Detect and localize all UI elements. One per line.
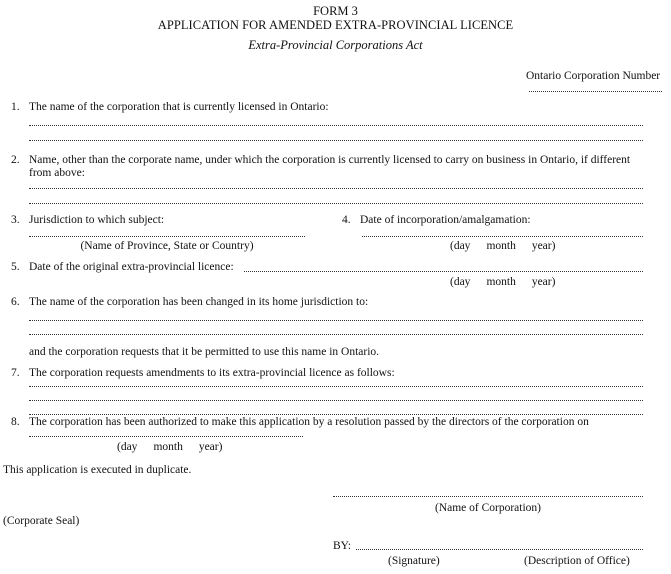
caption-month: month — [153, 441, 183, 453]
corporate-seal-label: (Corporate Seal) — [3, 515, 80, 527]
caption-year: year) — [531, 240, 556, 252]
item-1-number: 1. — [11, 101, 20, 113]
resolution-date-field[interactable] — [29, 436, 303, 437]
item-6-text: The name of the corporation has been changed in its home jurisdiction to: — [29, 296, 369, 308]
caption-year: year) — [531, 276, 556, 288]
item-2-line-1[interactable] — [29, 188, 643, 189]
jurisdiction-field[interactable] — [29, 236, 305, 237]
corp-number-label: Ontario Corporation Number — [526, 70, 661, 82]
signature-field[interactable] — [356, 549, 643, 550]
incorporation-date-caption — [450, 240, 555, 253]
item-5-number: 5. — [11, 261, 20, 273]
item-1-text: The name of the corporation that is currently licensed in Ontario: — [29, 101, 329, 113]
item-7-line-1[interactable] — [29, 386, 643, 387]
caption-day: (day — [450, 276, 471, 288]
signature-caption: (Signature) — [388, 555, 440, 567]
caption-month: month — [486, 276, 516, 288]
form-subtitle: Extra-Provincial Corporations Act — [248, 38, 423, 52]
by-label: BY: — [333, 540, 352, 552]
item-8-text: The corporation has been authorized to make this application by a resolution passed by the directors of the corporation on — [29, 416, 589, 428]
corp-number-field[interactable] — [529, 91, 662, 92]
item-1-line-2[interactable] — [29, 140, 643, 141]
item-5-text: Date of the original extra-provincial licence: — [29, 261, 234, 273]
form-number: FORM 3 — [313, 4, 358, 18]
item-7-line-2[interactable] — [29, 400, 643, 401]
item-7-number: 7. — [11, 367, 20, 379]
item-7-text: The corporation requests amendments to its extra-provincial licence as follows: — [29, 367, 395, 379]
item-2-number: 2. — [11, 154, 20, 166]
form-title: APPLICATION FOR AMENDED EXTRA-PROVINCIAL LICENCE — [157, 18, 514, 32]
item-2-line-2[interactable] — [29, 203, 643, 204]
item-2-text-cont: from above: — [29, 167, 85, 179]
item-3-text: Jurisdiction to which subject: — [29, 214, 165, 226]
item-4-number: 4. — [342, 214, 351, 226]
original-licence-date-field[interactable] — [244, 271, 643, 272]
original-licence-date-caption — [450, 276, 555, 289]
item-6-followup: and the corporation requests that it be permitted to use this name in Ontario. — [29, 346, 380, 358]
item-6-line-1[interactable] — [29, 320, 643, 321]
caption-day: (day — [450, 240, 471, 252]
caption-month: month — [486, 240, 516, 252]
caption-day: (day — [117, 441, 138, 453]
item-8-number: 8. — [11, 416, 20, 428]
item-6-line-2[interactable] — [29, 334, 643, 335]
item-2-text: Name, other than the corporate name, under which the corporation is currently licensed to carry on business in Ontario, if different — [29, 154, 631, 166]
jurisdiction-caption: (Name of Province, State or Country) — [80, 240, 254, 252]
item-1-line-1[interactable] — [29, 125, 643, 126]
corporation-name-field[interactable] — [333, 496, 643, 497]
item-4-text: Date of incorporation/amalgamation: — [360, 214, 531, 226]
item-6-number: 6. — [11, 296, 20, 308]
caption-year: year) — [198, 441, 223, 453]
corporation-name-caption: (Name of Corporation) — [434, 502, 542, 514]
office-caption: (Description of Office) — [524, 555, 630, 567]
duplicate-note: This application is executed in duplicate. — [3, 464, 192, 476]
item-7-line-3[interactable] — [29, 414, 643, 415]
incorporation-date-field[interactable] — [362, 236, 643, 237]
resolution-date-caption — [117, 441, 222, 454]
item-3-number: 3. — [11, 214, 20, 226]
